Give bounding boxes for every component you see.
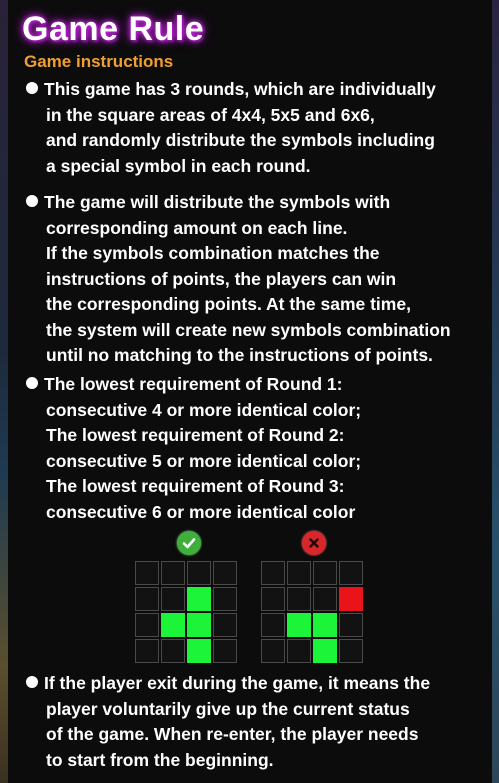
rule-item-requirements — [24, 372, 361, 525]
rule-line: The lowest requirement of Round 1: — [24, 372, 361, 398]
rule-line: player voluntarily give up the current status — [46, 698, 410, 719]
example-grid-valid — [135, 561, 237, 663]
grid-cell-green — [187, 587, 211, 611]
symbol-grid — [261, 561, 363, 663]
grid-cell — [213, 587, 237, 611]
rule-line: of the game. When re-enter, the player needs — [46, 724, 419, 744]
rule-line: instructions of points, the players can win — [46, 268, 397, 289]
grid-cell-green — [287, 613, 311, 637]
bullet-icon — [26, 676, 38, 688]
rule-line: the corresponding points. At the same time, — [46, 294, 411, 314]
grid-cell-green — [187, 639, 211, 663]
rule-line: If the player exit during the game, it means the — [24, 671, 430, 697]
grid-cell — [287, 561, 311, 585]
grid-cell — [135, 613, 159, 637]
rule-line: a special symbol in each round. — [46, 155, 311, 176]
example-grid-invalid — [261, 561, 363, 663]
grid-cell-green — [161, 613, 185, 637]
rule-line: corresponding amount on each line. — [46, 217, 348, 238]
grid-cell — [261, 561, 285, 585]
rules-panel[interactable] — [8, 0, 492, 783]
grid-cell — [339, 639, 363, 663]
grid-cell — [339, 561, 363, 585]
grid-cell — [261, 639, 285, 663]
symbol-grid — [135, 561, 237, 663]
grid-cell — [313, 587, 337, 611]
grid-cell — [261, 613, 285, 637]
grid-cell — [135, 587, 159, 611]
rule-line: to start from the beginning. — [46, 749, 274, 770]
grid-cell — [161, 639, 185, 663]
background-edge-right — [492, 0, 499, 783]
grid-cell — [213, 561, 237, 585]
check-icon-glyph — [181, 535, 197, 551]
rule-line: This game has 3 rounds, which are individually — [24, 77, 436, 103]
rule-line: The game will distribute the symbols with — [24, 190, 451, 216]
background-edge-left — [0, 0, 8, 783]
grid-cell-green — [187, 613, 211, 637]
rule-line: consecutive 4 or more identical color; — [46, 399, 362, 420]
grid-cell — [187, 561, 211, 585]
cross-icon-glyph — [307, 536, 321, 550]
rule-item-rounds — [24, 77, 436, 179]
grid-cell — [287, 639, 311, 663]
grid-cell — [161, 587, 185, 611]
rule-line: the system will create new symbols combination — [46, 319, 451, 340]
grid-cell — [261, 587, 285, 611]
grid-cell — [287, 587, 311, 611]
grid-cell-green — [313, 613, 337, 637]
grid-cell — [161, 561, 185, 585]
rule-line: consecutive 5 or more identical color; — [46, 450, 362, 471]
rule-item-exit — [24, 671, 430, 773]
grid-cell — [339, 613, 363, 637]
grid-cell-red — [339, 587, 363, 611]
grid-cell — [213, 613, 237, 637]
rule-line: until no matching to the instructions of points. — [46, 345, 433, 365]
rule-line: in the square areas of 4x4, 5x5 and 6x6, — [46, 104, 375, 125]
grid-cell-green — [313, 639, 337, 663]
rule-line: and randomly distribute the symbols including — [46, 130, 435, 150]
rule-item-distribution — [24, 190, 451, 369]
bullet-icon — [26, 82, 38, 94]
grid-cell — [135, 639, 159, 663]
bullet-icon — [26, 377, 38, 389]
grid-cell — [213, 639, 237, 663]
cross-icon — [302, 531, 326, 555]
rule-line: The lowest requirement of Round 2: — [46, 425, 345, 445]
check-icon — [177, 531, 201, 555]
section-subtitle: Game instructions — [24, 52, 174, 71]
rule-line: If the symbols combination matches the — [46, 243, 380, 263]
bullet-icon — [26, 195, 38, 207]
page-title: Game Rule — [22, 10, 205, 48]
rule-line: The lowest requirement of Round 3: — [46, 476, 345, 496]
grid-cell — [135, 561, 159, 585]
grid-cell — [313, 561, 337, 585]
rule-line: consecutive 6 or more identical color — [46, 501, 356, 522]
